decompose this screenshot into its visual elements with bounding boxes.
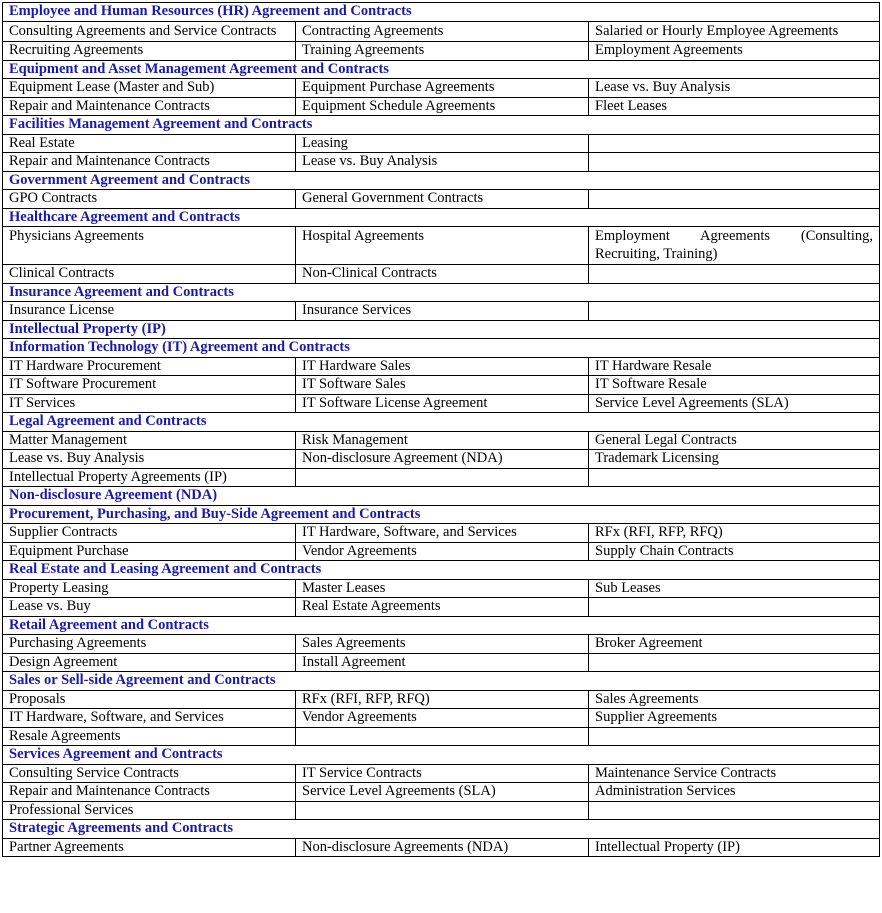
section-title-services-agreement-and-contracts: Services Agreement and Contracts bbox=[3, 746, 880, 765]
table-row bbox=[3, 598, 880, 617]
table-cell bbox=[589, 190, 880, 209]
table-cell: RFx (RFI, RFP, RFQ) bbox=[296, 690, 589, 709]
table-cell: Employment Agreements (Consulting, Recruiting, Training) bbox=[589, 227, 880, 265]
table-cell: Sales Agreements bbox=[589, 690, 880, 709]
section-title-government-agreement-and-contracts: Government Agreement and Contracts bbox=[3, 171, 880, 190]
table-cell: IT Software Procurement bbox=[3, 376, 296, 395]
table-cell: Design Agreement bbox=[3, 653, 296, 672]
section-title-real-estate-and-leasing-agreement-and-contracts: Real Estate and Leasing Agreement and Contracts bbox=[3, 561, 880, 580]
table-row bbox=[3, 227, 880, 265]
table-cell: Consulting Service Contracts bbox=[3, 764, 296, 783]
table-cell: IT Software Sales bbox=[296, 376, 589, 395]
section-header-row bbox=[3, 820, 880, 839]
table-row bbox=[3, 635, 880, 654]
table-cell: IT Software License Agreement bbox=[296, 394, 589, 413]
table-cell: Non-Clinical Contracts bbox=[296, 265, 589, 284]
table-row bbox=[3, 190, 880, 209]
section-title-legal-agreement-and-contracts: Legal Agreement and Contracts bbox=[3, 413, 880, 432]
section-header-row bbox=[3, 116, 880, 135]
table-row bbox=[3, 357, 880, 376]
section-header-row bbox=[3, 60, 880, 79]
table-cell bbox=[589, 265, 880, 284]
section-header-row bbox=[3, 208, 880, 227]
table-cell: Contracting Agreements bbox=[296, 21, 589, 42]
table-row bbox=[3, 302, 880, 321]
table-row bbox=[3, 524, 880, 543]
table-cell: Physicians Agreements bbox=[3, 227, 296, 265]
table-cell: Leasing bbox=[296, 134, 589, 153]
table-cell: Supplier Agreements bbox=[589, 709, 880, 728]
table-cell: Lease vs. Buy Analysis bbox=[3, 450, 296, 469]
table-cell: Repair and Maintenance Contracts bbox=[3, 97, 296, 116]
table-cell: IT Services bbox=[3, 394, 296, 413]
table-cell: Broker Agreement bbox=[589, 635, 880, 654]
table-row bbox=[3, 376, 880, 395]
table-cell: IT Hardware Procurement bbox=[3, 357, 296, 376]
table-cell: Recruiting Agreements bbox=[3, 42, 296, 61]
table-cell: Fleet Leases bbox=[589, 97, 880, 116]
table-cell: Consulting Agreements and Service Contracts bbox=[3, 21, 296, 42]
table-cell: Sales Agreements bbox=[296, 635, 589, 654]
table-row bbox=[3, 709, 880, 728]
table-cell: Real Estate Agreements bbox=[296, 598, 589, 617]
table-row bbox=[3, 79, 880, 98]
table-cell: Equipment Purchase bbox=[3, 542, 296, 561]
section-title-healthcare-agreement-and-contracts: Healthcare Agreement and Contracts bbox=[3, 208, 880, 227]
table-cell: Vendor Agreements bbox=[296, 542, 589, 561]
section-header-row bbox=[3, 672, 880, 691]
table-row bbox=[3, 468, 880, 487]
table-cell: Insurance License bbox=[3, 302, 296, 321]
table-cell: Equipment Schedule Agreements bbox=[296, 97, 589, 116]
table-cell bbox=[589, 653, 880, 672]
table-cell: Hospital Agreements bbox=[296, 227, 589, 265]
table-row bbox=[3, 21, 880, 42]
section-title-employee-and-human-resources-hr-agreement-and-contracts: Employee and Human Resources (HR) Agreement and Contracts bbox=[3, 3, 880, 22]
table-cell: Employment Agreements bbox=[589, 42, 880, 61]
table-row bbox=[3, 579, 880, 598]
table-cell bbox=[589, 153, 880, 172]
table-cell: Training Agreements bbox=[296, 42, 589, 61]
table-cell: Repair and Maintenance Contracts bbox=[3, 153, 296, 172]
table-cell bbox=[589, 134, 880, 153]
table-cell: RFx (RFI, RFP, RFQ) bbox=[589, 524, 880, 543]
section-header-row bbox=[3, 561, 880, 580]
table-row bbox=[3, 727, 880, 746]
table-cell: Master Leases bbox=[296, 579, 589, 598]
section-header-row bbox=[3, 616, 880, 635]
table-row bbox=[3, 783, 880, 802]
section-header-row bbox=[3, 320, 880, 339]
table-cell: IT Hardware Resale bbox=[589, 357, 880, 376]
table-row bbox=[3, 97, 880, 116]
table-cell: Non-disclosure Agreement (NDA) bbox=[296, 450, 589, 469]
table-cell: Sub Leases bbox=[589, 579, 880, 598]
table-cell: GPO Contracts bbox=[3, 190, 296, 209]
table-row bbox=[3, 764, 880, 783]
table-cell: Intellectual Property Agreements (IP) bbox=[3, 468, 296, 487]
section-title-sales-or-sell-side-agreement-and-contracts: Sales or Sell-side Agreement and Contracts bbox=[3, 672, 880, 691]
section-title-non-disclosure-agreement-nda: Non-disclosure Agreement (NDA) bbox=[3, 487, 880, 506]
table-cell: Property Leasing bbox=[3, 579, 296, 598]
section-title-procurement-purchasing-and-buy-side-agreement-and-contracts: Procurement, Purchasing, and Buy-Side Agreement and Contracts bbox=[3, 505, 880, 524]
section-header-row bbox=[3, 3, 880, 22]
table-cell: IT Service Contracts bbox=[296, 764, 589, 783]
table-row bbox=[3, 394, 880, 413]
table-cell: Clinical Contracts bbox=[3, 265, 296, 284]
section-title-equipment-and-asset-management-agreement-and-contracts: Equipment and Asset Management Agreement and Contracts bbox=[3, 60, 880, 79]
table-cell: Purchasing Agreements bbox=[3, 635, 296, 654]
table-cell: Matter Management bbox=[3, 431, 296, 450]
table-cell: Lease vs. Buy Analysis bbox=[589, 79, 880, 98]
table-cell bbox=[589, 598, 880, 617]
table-row bbox=[3, 42, 880, 61]
table-row bbox=[3, 431, 880, 450]
table-cell bbox=[296, 468, 589, 487]
section-header-row bbox=[3, 413, 880, 432]
table-cell bbox=[589, 727, 880, 746]
section-title-information-technology-it-agreement-and-contracts: Information Technology (IT) Agreement and Contracts bbox=[3, 339, 880, 358]
table-cell: Lease vs. Buy bbox=[3, 598, 296, 617]
table-row bbox=[3, 690, 880, 709]
table-cell: Repair and Maintenance Contracts bbox=[3, 783, 296, 802]
section-header-row bbox=[3, 487, 880, 506]
table-cell: IT Hardware, Software, and Services bbox=[296, 524, 589, 543]
table-cell: Administration Services bbox=[589, 783, 880, 802]
table-cell bbox=[589, 468, 880, 487]
table-cell bbox=[296, 801, 589, 820]
section-title-intellectual-property-ip: Intellectual Property (IP) bbox=[3, 320, 880, 339]
table-cell: Real Estate bbox=[3, 134, 296, 153]
table-cell: Intellectual Property (IP) bbox=[589, 838, 880, 857]
section-header-row bbox=[3, 171, 880, 190]
table-cell: General Government Contracts bbox=[296, 190, 589, 209]
table-cell: Non-disclosure Agreements (NDA) bbox=[296, 838, 589, 857]
table-row bbox=[3, 542, 880, 561]
table-cell: Trademark Licensing bbox=[589, 450, 880, 469]
table-cell: Supply Chain Contracts bbox=[589, 542, 880, 561]
table-cell: Equipment Purchase Agreements bbox=[296, 79, 589, 98]
table-cell: Service Level Agreements (SLA) bbox=[589, 394, 880, 413]
section-title-strategic-agreements-and-contracts: Strategic Agreements and Contracts bbox=[3, 820, 880, 839]
table-cell bbox=[296, 727, 589, 746]
table-cell: Supplier Contracts bbox=[3, 524, 296, 543]
table-row bbox=[3, 153, 880, 172]
table-cell: Install Agreement bbox=[296, 653, 589, 672]
table-cell: Service Level Agreements (SLA) bbox=[296, 783, 589, 802]
table-cell bbox=[589, 801, 880, 820]
table-row bbox=[3, 653, 880, 672]
table-body bbox=[3, 3, 880, 857]
table-cell: Proposals bbox=[3, 690, 296, 709]
table-cell: IT Software Resale bbox=[589, 376, 880, 395]
table-row bbox=[3, 265, 880, 284]
table-cell: Insurance Services bbox=[296, 302, 589, 321]
table-cell: Partner Agreements bbox=[3, 838, 296, 857]
section-header-row bbox=[3, 339, 880, 358]
table-cell: Professional Services bbox=[3, 801, 296, 820]
section-title-facilities-management-agreement-and-contracts: Facilities Management Agreement and Contracts bbox=[3, 116, 880, 135]
table-cell: Equipment Lease (Master and Sub) bbox=[3, 79, 296, 98]
contracts-table bbox=[2, 2, 880, 857]
table-row bbox=[3, 801, 880, 820]
table-cell: Maintenance Service Contracts bbox=[589, 764, 880, 783]
table-cell: IT Hardware, Software, and Services bbox=[3, 709, 296, 728]
table-row bbox=[3, 134, 880, 153]
table-row bbox=[3, 450, 880, 469]
table-cell: Risk Management bbox=[296, 431, 589, 450]
section-title-insurance-agreement-and-contracts: Insurance Agreement and Contracts bbox=[3, 283, 880, 302]
table-cell: General Legal Contracts bbox=[589, 431, 880, 450]
section-header-row bbox=[3, 746, 880, 765]
section-title-retail-agreement-and-contracts: Retail Agreement and Contracts bbox=[3, 616, 880, 635]
table-cell: Lease vs. Buy Analysis bbox=[296, 153, 589, 172]
table-cell: Resale Agreements bbox=[3, 727, 296, 746]
table-cell: IT Hardware Sales bbox=[296, 357, 589, 376]
section-header-row bbox=[3, 505, 880, 524]
table-cell bbox=[589, 302, 880, 321]
table-cell: Vendor Agreements bbox=[296, 709, 589, 728]
section-header-row bbox=[3, 283, 880, 302]
table-row bbox=[3, 838, 880, 857]
table-cell: Salaried or Hourly Employee Agreements bbox=[589, 21, 880, 42]
